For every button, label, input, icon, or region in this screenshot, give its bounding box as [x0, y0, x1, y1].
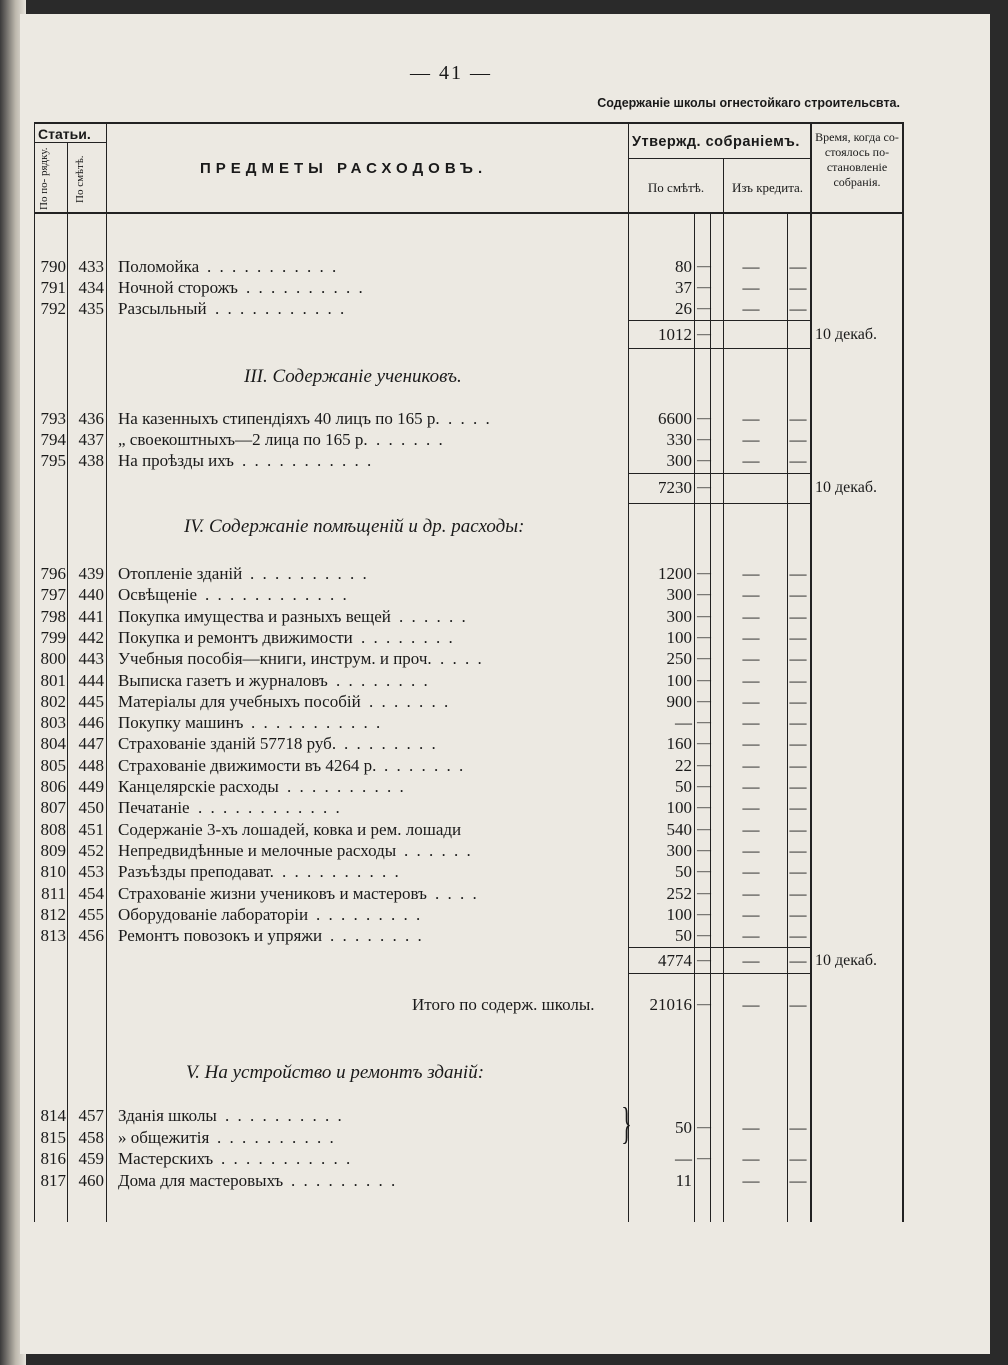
col-right-border: [902, 122, 904, 1222]
table-row: [0, 797, 900, 819]
row-description: » общежитія: [118, 1127, 210, 1147]
subtotal-row-1: [0, 324, 900, 346]
row-credit: —: [742, 1170, 760, 1190]
subtotal-rule-1: [628, 320, 810, 321]
row-credit-kopecks: —: [789, 777, 807, 796]
row-order-number: 794: [40, 430, 66, 449]
row-description: Освѣщеніе: [118, 585, 198, 605]
row-order-number: 805: [40, 755, 66, 775]
row-credit-kopecks: —: [789, 840, 807, 860]
row-order-number: 790: [40, 257, 66, 276]
header-utverzhd: Утвержд. собраніемъ.: [632, 134, 800, 150]
row-estimate-number: 439: [78, 564, 104, 583]
row-credit: —: [742, 409, 760, 428]
row-description: Покупка и ремонтъ движимости: [118, 627, 353, 647]
table-row: [0, 904, 900, 926]
row-description: Покупка имущества и разныхъ вещей: [118, 606, 391, 626]
table-row: [0, 840, 900, 862]
row-kopecks: —: [697, 821, 711, 837]
table-row: [0, 563, 900, 585]
grand-total-amount: 21016: [649, 995, 692, 1014]
subtotal-rule-2: [628, 473, 810, 474]
row-estimate-number: 455: [78, 904, 104, 924]
table-row: [0, 670, 900, 692]
row-estimate-number: 451: [78, 819, 104, 839]
row-credit: —: [742, 926, 760, 946]
subtotal-row-3: [0, 950, 900, 972]
header-po-smete: По смѣтѣ.: [74, 155, 86, 203]
table-row: [0, 408, 900, 430]
row-credit-kopecks: —: [789, 451, 807, 470]
row-credit: —: [742, 430, 760, 449]
row-estimate-number: 445: [78, 691, 104, 711]
table-row: [0, 450, 900, 472]
row-credit-kopecks: —: [789, 606, 807, 626]
row-amount: 6600: [658, 409, 692, 428]
row-order-number: 797: [40, 585, 66, 605]
row-amount: 300: [666, 606, 692, 626]
row-estimate-number: 459: [78, 1149, 104, 1168]
row-estimate-number: 440: [78, 585, 104, 605]
row-amount: 100: [666, 798, 692, 818]
row-amount: 250: [666, 649, 692, 669]
row-leader-dots: . . . . . . . . . . .: [251, 713, 383, 733]
row-estimate-number: 460: [78, 1170, 104, 1190]
row-kopecks: —: [697, 885, 711, 901]
table-row: [0, 584, 900, 606]
row-leader-dots: . . . . . . . . . .: [282, 862, 401, 882]
row-kopecks: —: [697, 672, 711, 688]
row-amount: 11: [675, 1170, 692, 1190]
row-amount: —: [675, 713, 692, 733]
row-amount: 22: [675, 755, 692, 775]
row-estimate-number: 457: [78, 1106, 104, 1125]
total-kopecks: —: [697, 953, 711, 968]
row-credit-kopecks: —: [789, 430, 807, 449]
total-amount: 1012: [658, 325, 692, 344]
row-credit: —: [742, 734, 760, 754]
total-amount: 7230: [658, 478, 692, 497]
row-estimate-number: 453: [78, 862, 104, 882]
row-amount: —: [675, 1149, 692, 1168]
row-description: Содержаніе 3-хъ лошадей, ковка и рем. лошади: [118, 819, 462, 839]
row-credit-kopecks: —: [789, 755, 807, 775]
row-credit: —: [742, 904, 760, 924]
row-estimate-number: 433: [78, 257, 104, 276]
section-heading-3: III. Содержаніе учениковъ.: [244, 366, 462, 387]
row-estimate-number: 447: [78, 734, 104, 754]
row-credit-kopecks: —: [789, 649, 807, 669]
row-leader-dots: . . . . . . . . . .: [250, 564, 369, 583]
row-estimate-number: 448: [78, 755, 104, 775]
row-credit: —: [742, 585, 760, 605]
row-amount: 300: [666, 451, 692, 470]
row-amount: 330: [666, 430, 692, 449]
header-bottom-border: [34, 212, 904, 214]
row-amount: 540: [666, 819, 692, 839]
row-credit: —: [742, 627, 760, 647]
row-kopecks: —: [697, 587, 711, 603]
row-kopecks: —: [697, 566, 711, 581]
row-order-number: 807: [40, 798, 66, 818]
table-row: [0, 861, 900, 883]
row-description: На проѣзды ихъ: [118, 451, 234, 470]
row-order-number: 792: [40, 299, 66, 318]
table-row: [0, 925, 900, 947]
row-description: Учебныя пособія—книги, инструм. и проч.: [118, 649, 432, 669]
table-row: [0, 606, 900, 628]
table-row: [0, 298, 900, 320]
grand-total-kopecks: —: [697, 997, 711, 1012]
row-description: Страхованіе движимости въ 4264 р.: [118, 755, 377, 775]
row-credit: —: [742, 755, 760, 775]
table-row: [0, 819, 900, 841]
row-credit-kopecks: —: [789, 819, 807, 839]
row-leader-dots: . . . . . . . . . . . .: [198, 798, 342, 818]
table-row: [0, 256, 900, 278]
row-amount: 50: [675, 862, 692, 882]
brace-kopecks: —: [697, 1120, 711, 1135]
subtotal-rule-1b: [628, 348, 810, 349]
utverzhd-divider: [628, 158, 810, 159]
row-kopecks: —: [697, 715, 711, 731]
row-credit: —: [742, 564, 760, 583]
header-stati: Статьи.: [38, 126, 91, 142]
brace-amount: 50: [675, 1118, 692, 1137]
row-credit-kopecks: —: [789, 691, 807, 711]
row-order-number: 812: [40, 904, 66, 924]
row-leader-dots: . . . . . . . .: [344, 734, 438, 754]
row-description: Зданія школы: [118, 1106, 217, 1125]
row-leader-dots: . . . .: [448, 409, 492, 428]
row-credit: —: [742, 691, 760, 711]
table-row: [0, 691, 900, 713]
header-title: ПРЕДМЕТЫ РАСХОДОВЪ.: [200, 160, 488, 177]
row-kopecks: —: [697, 608, 711, 624]
row-amount: 900: [666, 691, 692, 711]
row-credit: —: [742, 670, 760, 690]
brace-credit: —: [742, 1118, 760, 1137]
row-estimate-number: 452: [78, 840, 104, 860]
row-amount: 50: [675, 926, 692, 946]
row-credit-kopecks: —: [789, 409, 807, 428]
row-leader-dots: . . . . . . . . .: [316, 904, 423, 924]
row-order-number: 813: [40, 926, 66, 946]
grand-total-credit: —: [742, 995, 760, 1014]
row-credit: —: [742, 257, 760, 276]
row-estimate-number: 458: [78, 1127, 104, 1147]
total-kopecks: —: [697, 480, 711, 495]
row-leader-dots: . . . . . . .: [369, 691, 451, 711]
table-row: [0, 755, 900, 777]
row-leader-dots: . . . . . .: [404, 840, 473, 860]
row-credit-kopecks: —: [789, 564, 807, 583]
row-amount: 100: [666, 670, 692, 690]
row-amount: 80: [675, 257, 692, 276]
row-credit: —: [742, 798, 760, 818]
total-credit-kopecks: —: [789, 951, 807, 970]
row-estimate-number: 446: [78, 713, 104, 733]
row-leader-dots: . . . . . . . . . .: [217, 1127, 336, 1147]
stati-divider: [34, 142, 106, 143]
row-kopecks: —: [697, 800, 711, 816]
row-estimate-number: 443: [78, 649, 104, 669]
row-leader-dots: . . . . . .: [399, 606, 468, 626]
row-amount: 100: [666, 627, 692, 647]
subtotal-rule-3b: [628, 973, 810, 974]
page-number: — 41 —: [410, 62, 492, 84]
row-kopecks: —: [697, 411, 711, 426]
row-estimate-number: 444: [78, 670, 104, 690]
row-leader-dots: . . . . . . . . . . .: [207, 257, 339, 276]
row-kopecks: —: [697, 280, 711, 295]
row-amount: 50: [675, 777, 692, 796]
grand-total-credit-kopecks: —: [789, 995, 807, 1014]
row-estimate-number: 456: [78, 926, 104, 946]
row-credit-kopecks: —: [789, 257, 807, 276]
row-credit: —: [742, 840, 760, 860]
row-description: Страхованіе жизни учениковъ и мастеровъ: [118, 883, 427, 903]
row-description: Страхованіе зданій 57718 руб.: [118, 734, 337, 754]
row-order-number: 801: [40, 670, 66, 690]
row-estimate-number: 450: [78, 798, 104, 818]
row-leader-dots: . . . . . . . . . .: [246, 278, 365, 297]
row-order-number: 793: [40, 409, 66, 428]
row-credit-kopecks: —: [789, 926, 807, 946]
row-kopecks: —: [697, 453, 711, 468]
row-amount: 37: [675, 278, 692, 297]
row-credit-kopecks: —: [789, 278, 807, 297]
row-leader-dots: . . . . . .: [376, 430, 445, 449]
row-credit: —: [742, 649, 760, 669]
row-order-number: 806: [40, 777, 66, 796]
brace-credit-kopecks: —: [789, 1118, 807, 1137]
subtotal-rule-2b: [628, 503, 810, 504]
row-description: „ своекоштныхъ—2 лица по 165 р.: [118, 430, 368, 449]
table-row: [0, 1148, 900, 1170]
row-credit-kopecks: —: [789, 1170, 807, 1190]
row-order-number: 803: [40, 713, 66, 733]
row-credit-kopecks: —: [789, 670, 807, 690]
row-credit: —: [742, 606, 760, 626]
total-credit: —: [742, 951, 760, 970]
row-estimate-number: 454: [78, 883, 104, 903]
row-leader-dots: . . . . . . .: [384, 755, 466, 775]
row-description: Непредвидѣнные и мелочные расходы: [118, 840, 397, 860]
row-amount: 100: [666, 904, 692, 924]
header-po-poryadku: По по- рядку.: [38, 147, 50, 210]
row-order-number: 804: [40, 734, 66, 754]
header-col-vremya: Время, когда со- стоялось по- становленіе собранія.: [815, 130, 899, 189]
row-amount: 26: [675, 299, 692, 318]
total-date: 10 декаб.: [815, 479, 878, 496]
row-order-number: 817: [40, 1170, 66, 1190]
row-kopecks: —: [697, 864, 711, 880]
row-credit-kopecks: —: [789, 862, 807, 882]
row-estimate-number: 449: [78, 777, 104, 796]
table-row: [0, 277, 900, 299]
row-credit: —: [742, 1149, 760, 1168]
row-kopecks: —: [697, 432, 711, 447]
row-kopecks: —: [697, 629, 711, 645]
row-leader-dots: . . . . . . . . .: [291, 1170, 398, 1190]
row-leader-dots: . . . . . . . . . . .: [221, 1149, 353, 1168]
row-credit-kopecks: —: [789, 627, 807, 647]
row-credit: —: [742, 883, 760, 903]
row-credit: —: [742, 278, 760, 297]
row-credit-kopecks: —: [789, 798, 807, 818]
row-kopecks: —: [697, 693, 711, 709]
row-description: Разсыльный: [118, 299, 207, 318]
row-estimate-number: 437: [78, 430, 104, 449]
total-kopecks: —: [697, 327, 711, 342]
table-row: [0, 429, 900, 451]
row-credit: —: [742, 777, 760, 796]
total-date: 10 декаб.: [815, 952, 878, 969]
row-estimate-number: 438: [78, 451, 104, 470]
row-description: Разъѣзды преподават.: [118, 862, 274, 882]
row-description: Дома для мастеровыхъ: [118, 1170, 284, 1190]
row-credit: —: [742, 862, 760, 882]
row-order-number: 811: [41, 883, 66, 903]
row-kopecks: —: [697, 301, 711, 316]
row-kopecks: —: [697, 757, 711, 773]
row-description: Матеріалы для учебныхъ пособій: [118, 691, 361, 711]
table-top-border: [34, 122, 904, 124]
row-order-number: 798: [40, 606, 66, 626]
brace-amount-row: [0, 1117, 900, 1139]
row-leader-dots: . . . . . . . .: [330, 926, 424, 946]
total-date: 10 декаб.: [815, 326, 878, 343]
row-amount: 252: [666, 883, 692, 903]
running-title: Содержаніе школы огнестойкаго строительсвта.: [597, 96, 900, 110]
row-order-number: 800: [40, 649, 66, 669]
row-order-number: 795: [40, 451, 66, 470]
table-row: [0, 1170, 900, 1192]
row-order-number: 809: [40, 840, 66, 860]
row-kopecks: —: [697, 736, 711, 752]
row-order-number: 814: [40, 1106, 66, 1125]
row-kopecks: —: [697, 928, 711, 944]
row-description: Канцелярскіе расходы: [118, 777, 279, 796]
row-estimate-number: 436: [78, 409, 104, 428]
row-kopecks: —: [697, 779, 711, 794]
table-row: [0, 648, 900, 670]
grand-total-label: Итого по содерж. школы.: [412, 995, 595, 1014]
row-amount: 160: [666, 734, 692, 754]
row-order-number: 802: [40, 691, 66, 711]
table-row: [0, 712, 900, 734]
row-leader-dots: . . . . . . . . . .: [225, 1106, 344, 1125]
header-col-po-smete: По смѣтѣ.: [647, 180, 705, 195]
row-credit-kopecks: —: [789, 883, 807, 903]
row-order-number: 815: [40, 1127, 66, 1147]
row-estimate-number: 441: [78, 606, 104, 626]
row-description: На казенныхъ стипендіяхъ 40 лицъ по 165 р.: [118, 409, 440, 428]
table-row: [0, 776, 900, 798]
row-estimate-number: 442: [78, 627, 104, 647]
row-kopecks: —: [697, 906, 711, 922]
row-estimate-number: 435: [78, 299, 104, 318]
row-description: Ремонтъ повозокъ и упряжи: [118, 926, 323, 946]
row-leader-dots: . . . . . . . .: [361, 627, 455, 647]
row-description: Выписка газетъ и журналовъ: [118, 670, 328, 690]
row-amount: 300: [666, 840, 692, 860]
row-order-number: 799: [40, 627, 66, 647]
row-leader-dots: . . . . . . . . . . .: [242, 451, 374, 470]
row-credit-kopecks: —: [789, 585, 807, 605]
table-row: [0, 627, 900, 649]
row-kopecks: —: [697, 259, 711, 274]
total-amount: 4774: [658, 951, 692, 970]
grand-total-row: [0, 994, 900, 1016]
row-leader-dots: . . . . . . . . . . . .: [205, 585, 349, 605]
row-description: Печатаніе: [118, 798, 190, 818]
row-leader-dots: . . . .: [435, 883, 479, 903]
row-credit-kopecks: —: [789, 713, 807, 733]
row-leader-dots: . . . . . . . . . . .: [215, 299, 347, 318]
row-amount: 1200: [658, 564, 692, 583]
row-credit: —: [742, 299, 760, 318]
row-kopecks: —: [697, 842, 711, 858]
row-description: Покупку машинъ: [118, 713, 244, 733]
row-kopecks: —: [697, 651, 711, 667]
row-description: Отопленіе зданій: [118, 564, 243, 583]
brace-symbol: }: [621, 1099, 632, 1148]
row-credit-kopecks: —: [789, 1149, 807, 1168]
row-leader-dots: . . . .: [440, 649, 484, 669]
row-description: Мастерскихъ: [118, 1149, 214, 1168]
row-estimate-number: 434: [78, 278, 104, 297]
row-description: Оборудованіе лабораторіи: [118, 904, 309, 924]
table-row: [0, 883, 900, 905]
row-order-number: 810: [40, 862, 66, 882]
row-credit: —: [742, 451, 760, 470]
row-leader-dots: . . . . . . . . . .: [287, 777, 406, 796]
row-description: Поломойка: [118, 257, 200, 276]
subtotal-rule-3: [628, 947, 810, 948]
row-credit-kopecks: —: [789, 734, 807, 754]
row-credit-kopecks: —: [789, 299, 807, 318]
row-credit: —: [742, 713, 760, 733]
section-heading-4: IV. Содержаніе помѣщеній и др. расходы:: [184, 516, 525, 537]
section-heading-5: V. На устройство и ремонтъ зданій:: [186, 1062, 485, 1083]
row-credit-kopecks: —: [789, 904, 807, 924]
row-description: Ночной сторожъ: [118, 278, 238, 297]
row-amount: 300: [666, 585, 692, 605]
row-kopecks: —: [697, 1151, 711, 1166]
row-order-number: 796: [40, 564, 66, 583]
row-leader-dots: . . . . . . . .: [336, 670, 430, 690]
header-col-iz-kredita: Изъ кредита.: [731, 180, 804, 195]
row-order-number: 791: [40, 278, 66, 297]
row-credit: —: [742, 819, 760, 839]
subtotal-row-2: [0, 477, 900, 499]
table-row: [0, 733, 900, 755]
row-order-number: 808: [40, 819, 66, 839]
row-order-number: 816: [40, 1149, 66, 1168]
